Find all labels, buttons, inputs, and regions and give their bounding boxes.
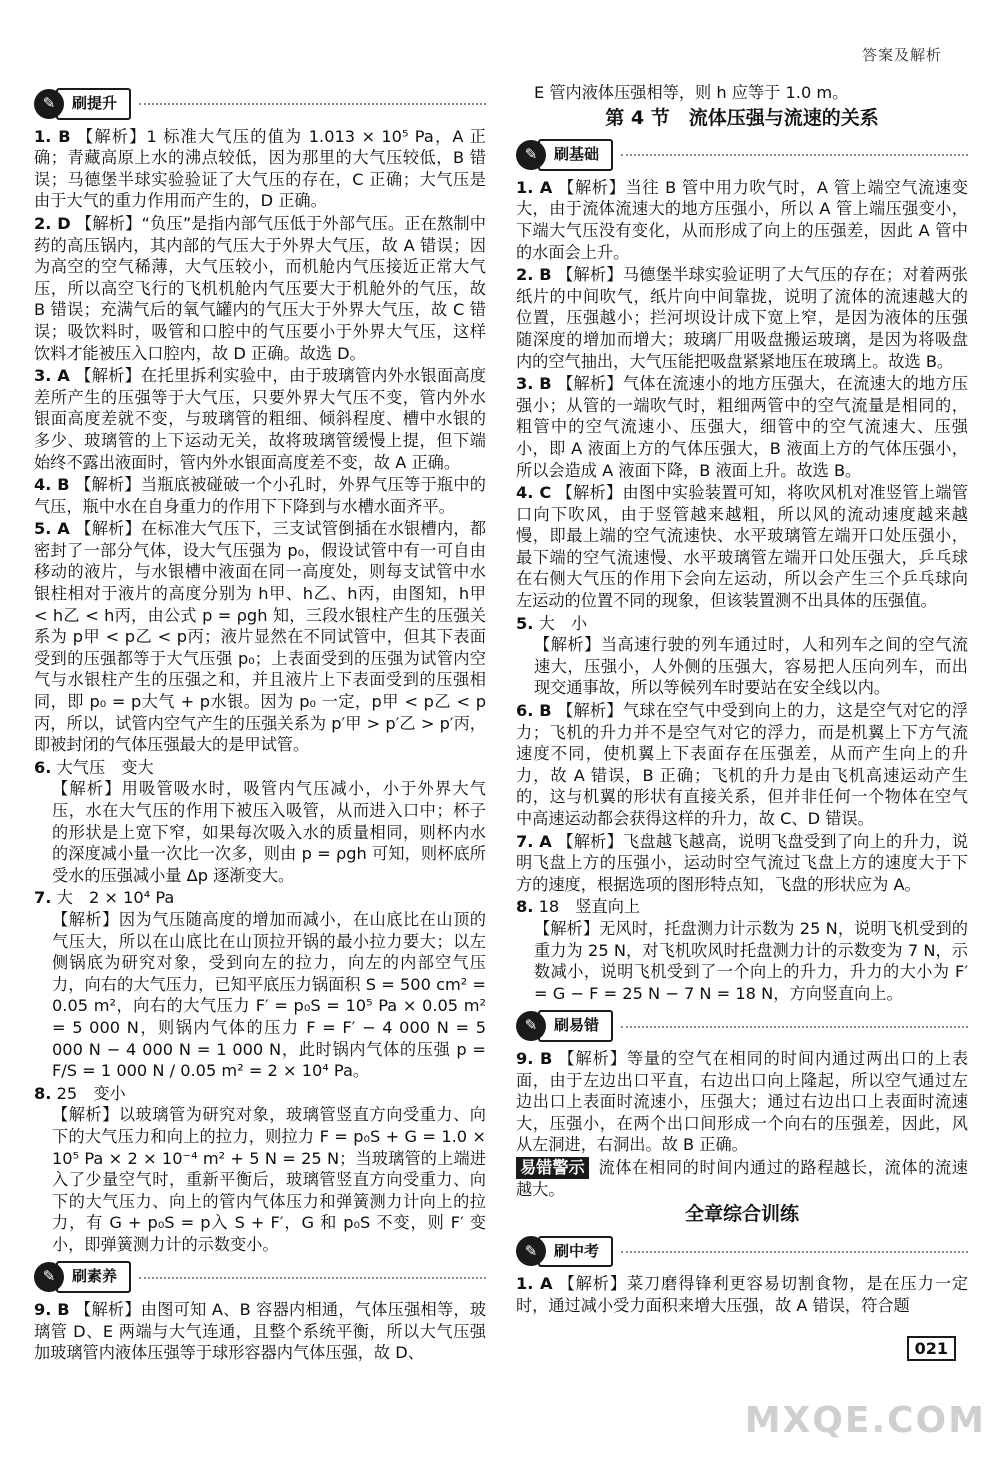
entry-answer: 大 2 × 10⁴ Pa (56, 888, 175, 908)
entry-answer: 18 竖直向上 (538, 897, 641, 917)
running-header: 答案及解析 (861, 46, 942, 64)
pen-icon: ✎ (516, 1236, 546, 1266)
watermark: MXQE.COM (744, 1400, 986, 1441)
entry-number: 1. B (34, 126, 71, 146)
section-label: 刷中考 (538, 1236, 613, 1268)
answer-entry-r9 (516, 1048, 968, 1156)
section-tag-suyang (34, 1261, 486, 1293)
warning-badge: 易错警示 (516, 1157, 589, 1179)
entry-number: 6. B (516, 701, 552, 721)
entry-number: 9. B (34, 1300, 70, 1320)
entry-text: 【解析】在托里拆利实验中，由于玻璃管内外水银面高度差所产生的压强等于大气压，只要外界大气压不变，管内外水银面高度差就不变，与玻璃管的粗细、倾斜程度、槽中水银的多少、玻璃管的上下运动无关，故将玻璃管缓慢上提，但下端始终不露出液面时，管内外水银面高度差不变，故 A 正确。 (34, 366, 487, 472)
section-heading: 第 4 节 流体压强与流速的关系 (605, 106, 879, 129)
entry-answer: 25 变小 (56, 1083, 126, 1103)
section-tag-zhongkao (516, 1236, 968, 1268)
dotted-divider (139, 1276, 486, 1279)
entry-text: 【解析】气体在流速小的地方压强大，在流速大的地方压强小；从管的一端吹气时，粗细两管中的空气流量是相同的，粗管中的空气流速小、压强大，细管中的空气流速大、压强小，即 A 液面上方的气体压强大，B 液面上方的气体压强小，所以会造成 A 液面下降，B 液面上升。故选 B。 (516, 374, 968, 480)
section-label: 刷基础 (538, 139, 613, 171)
entry-number: 5. (516, 613, 534, 633)
entry-text: 【解析】1 标准大气压的值为 1.013 × 10⁵ Pa，A 正确；青藏高原上水的沸点较低，因为那里的大气压较低，B 错误；马德堡半球实验验证了大气压的存在，C 正确；大气压是由于大气的重力作用而产生的，D 正确。 (34, 126, 486, 211)
section-tag-tisheng (34, 88, 486, 120)
entry-text: 【解析】以玻璃管为研究对象，玻璃管竖直方向受重力、向下的大气压力和向上的拉力，则拉力 F = p₀S + G = 1.0 × 10⁵ Pa × 2 × 10⁻⁴ m² + 5 N = 25 N；当玻璃管的上端进入了少量空气时，重新平衡后，玻璃管竖直方向受重力、向下的大气压力、向上的管内气体压力和弹簧测力计向上的拉力，有 G + p₀S = p入 S + F′，G 和 p₀S 不变，则 F′ 变小，即弹簧测力计的示数变小。 (52, 1105, 486, 1254)
dotted-divider (621, 1250, 968, 1253)
entry-text: 【解析】由图中实验装置可知，将吹风机对准竖管上端管口向下吹风，由于竖管越来越粗，所以风的流动速度越来越慢，即最上端的空气流速快、水平玻璃管左端开口处压强小，最下端的空气流速慢、水平玻璃管左端开口处压强大，乒乓球在右侧大气压的作用下会向左运动，所以会产生三个乒乓球向左运动的位置不同的现象，但该装置测不出具体的压强值。 (516, 483, 969, 611)
entry-number: 8. (516, 897, 534, 917)
answer-entry-r2 (516, 264, 968, 372)
entry-text: 【解析】因为气压随高度的增加而减小，在山底比在山顶的气压大，所以在山底比在山顶拉开锅的最小拉力要大；以左侧锅底为研究对象，受到向左的拉力，向左的内部空气压力，向右的大气压力，已知平底压力锅面积 S = 500 cm² = 0.05 m²，向右的大气压力 F′ = p₀S = 10⁵ Pa × 0.05 m² = 5 000 N，则锅内气体的压力 F = F′ − 4 000 N = 5 000 N − 4 000 N = 1 000 N，此时锅内气体的压强 p = F/S = 1 000 N / 0.05 m² = 2 × 10⁴ Pa。 (52, 909, 486, 1081)
dotted-divider (139, 102, 486, 105)
entry-number: 4. B (34, 475, 70, 495)
review-heading: 全章综合训练 (684, 1203, 799, 1226)
page-number: 021 (907, 1336, 956, 1361)
entry-number: 1. A (516, 177, 553, 197)
entry-text: 【解析】菜刀磨得锋利更容易切割食物，是在压力一定时，通过减小受力面积来增大压强，故 A 错误，符合题 (516, 1274, 969, 1315)
left-column (34, 82, 486, 1365)
warning-text: 流体在相同的时间内通过的路程越长，流体的流速越大。 (516, 1157, 968, 1199)
entry-number: 2. D (34, 213, 71, 233)
entry-number: 3. B (516, 374, 552, 394)
answer-entry-r6 (516, 700, 968, 830)
entry-text: 【解析】当瓶底被碰破一个小孔时，外界气压等于瓶中的气压，瓶中水在自身重力的作用下下降到与水槽水面齐平。 (34, 475, 486, 516)
entry-text: 【解析】无风时，托盘测力计示数为 25 N，说明飞机受到的重力为 25 N，对飞机吹风时托盘测力计的示数变为 7 N，示数减小，说明飞机受到了一个向上的升力，升力的大小为 F′ = G − F = 25 N − 7 N = 18 N，方向竖直向上。 (534, 918, 968, 1003)
answer-entry-k1 (516, 1273, 968, 1316)
answer-entry-1 (34, 126, 486, 212)
section-tag-jichu (516, 139, 968, 171)
continued-text: E 管内液体压强相等，则 h 应等于 1.0 m。 (534, 83, 849, 102)
answer-entry-r1 (516, 177, 968, 263)
section-label: 刷素养 (56, 1261, 131, 1293)
answer-entry-7 (34, 887, 486, 1081)
answer-entry-r7 (516, 831, 968, 896)
right-column (516, 82, 968, 1317)
section-label: 刷提升 (56, 88, 131, 120)
entry-number: 4. C (516, 483, 552, 503)
entry-text: 【解析】当往 B 管中用力吹气时，A 管上端空气流速变大，由于流体流速大的地方压强小，所以 A 管上端压强变小，下端大气压没有变化，从而形成了向上的压强差，因此 A 管中的水面会上升。 (516, 177, 968, 262)
answer-entry-r4 (516, 482, 968, 612)
pen-icon: ✎ (516, 1011, 546, 1041)
entry-number: 2. B (516, 265, 552, 285)
entry-answer: 大 小 (538, 613, 588, 633)
answer-entry-6 (34, 757, 486, 887)
entry-answer: 大气压 变大 (56, 757, 154, 777)
entry-number: 7. A (516, 831, 552, 851)
pen-icon: ✎ (516, 140, 546, 170)
answer-entry-9 (34, 1299, 486, 1364)
entry-number: 5. A (34, 519, 70, 539)
answer-entry-4 (34, 474, 486, 517)
answer-entry-5 (34, 518, 486, 756)
entry-text: 【解析】等量的空气在相同的时间内通过两出口的上表面，由于左边出口平直，右边出口向上隆起，所以空气通过左边出口上表面时流速小，压强大；通过右边出口上表面时流速大，压强小，在两个出口间形成一个向右的压强差，因此，风从左洞进，右洞出。故 B 正确。 (516, 1048, 969, 1155)
entry-text: 【解析】飞盘越飞越高，说明飞盘受到了向上的升力，说明飞盘上方的压强小，运动时空气流过飞盘上方的速度大于下方的速度，根据选项的图形特点知，飞盘的形状应为 A。 (516, 831, 969, 894)
entry-text: 【解析】用吸管吸水时，吸管内气压减小，小于外界大气压，水在大气压的作用下被压入吸管，从而进入口中；杯子的形状是上宽下窄，如果每次吸入水的质量相同，则杯内水的深度减小量一次比一次多，则由 p = ρgh 可知，则杯底所受水的压强减小量 Δp 逐渐变大。 (52, 779, 486, 885)
entry-text: 【解析】由图可知 A、B 容器内相通，气体压强相等，玻璃管 D、E 两端与大气连通，且整个系统平衡，所以大气压强加玻璃管内液体压强等于球形容器内气体压强，故 D、 (34, 1300, 487, 1363)
entry-text: 【解析】当高速行驶的列车通过时，人和列车之间的空气流速大，压强小，人外侧的压强大，容易把人压向列车，而出现交通事故，所以等候列车时要站在安全线以内。 (534, 635, 968, 698)
answer-entry-r8 (516, 896, 968, 1004)
entry-text: 【解析】气球在空气中受到向上的力，这是空气对它的浮力；飞机的升力并不是空气对它的浮力，而是机翼上下方气流速度不同，使机翼上下表面存在压强差，从而产生向上的升力，故 A 错误，B 正确；飞机的升力是由飞机高速运动产生的，这与机翼的形状有直接关系，但并非任何一个物体在空气中高速运动都会获得这样的升力，故 C、D 错误。 (516, 701, 968, 828)
entry-number: 9. B (516, 1048, 553, 1068)
answer-entry-8 (34, 1083, 486, 1256)
warning-note (516, 1157, 968, 1200)
dotted-divider (621, 1025, 968, 1028)
dotted-divider (621, 153, 968, 156)
pen-icon: ✎ (34, 1262, 64, 1292)
answer-entry-r3 (516, 373, 968, 481)
entry-number: 1. A (516, 1274, 553, 1294)
entry-number: 3. A (34, 366, 70, 386)
entry-text: 【解析】“负压”是指内部气压低于外部气压。正在熬制中药的高压锅内，其内部的气压大于外界大气压，故 A 错误；因为高空的空气稀薄，大气压较小，而机舱内气压接近正常大气压，所以高空飞行的飞机机舱内气压要大于机舱外的气压，故 B 错误；充满气后的氧气罐内的气压大于外界大气压，故 C 错误；吸饮料时，吸管和口腔中的气压要小于外界大气压，这样饮料才能被压入口腔内，故 D 正确。故选 D。 (34, 213, 486, 363)
entry-number: 8. (34, 1083, 52, 1103)
entry-text: 【解析】马德堡半球实验证明了大气压的存在；对着两张纸片的中间吹气，纸片向中间靠拢，说明了流体的流速越大的位置，压强越小；拦河坝设计成下宽上窄，是因为液体的压强随深度的增加而增大；玻璃厂用吸盘搬运玻璃，是因为将吸盘内的空气抽出，大气压能把吸盘紧紧地压在玻璃上。故选 B。 (516, 265, 968, 371)
pen-icon: ✎ (34, 89, 64, 119)
entry-number: 7. (34, 888, 52, 908)
section-tag-yicuo (516, 1010, 968, 1042)
entry-number: 6. (34, 757, 52, 777)
section-label: 刷易错 (538, 1010, 613, 1042)
entry-text: 【解析】在标准大气压下，三支试管倒插在水银槽内，都密封了一部分气体，设大气压强为 p₀，假设试管中有一可自由移动的液片，与水银槽中液面在同一高度处，则每支试管中水银柱相对于液片的高度分别为 h甲、h乙、h丙，由图知，h甲 < h乙 < h丙，由公式 p = ρgh 知，三段水银柱产生的压强关系为 p甲 < p乙 < p丙；液片显然在不同试管中，但其下表面受到的压强都等于大气压强 p₀；上表面受到的压强为试管内空气与水银柱产生的压强之和，并且液片上下表面受到的压强相同，即 p₀ = p大气 + p水银。因为 p₀ 一定，p甲 < p乙 < p丙，所以，试管内空气产生的压强关系为 p′甲 > p′乙 > p′丙，即被封闭的气体压强最大的是甲试管。 (34, 519, 487, 755)
answer-entry-2 (34, 213, 486, 364)
answer-entry-r5 (516, 613, 968, 699)
answer-entry-3 (34, 365, 486, 473)
